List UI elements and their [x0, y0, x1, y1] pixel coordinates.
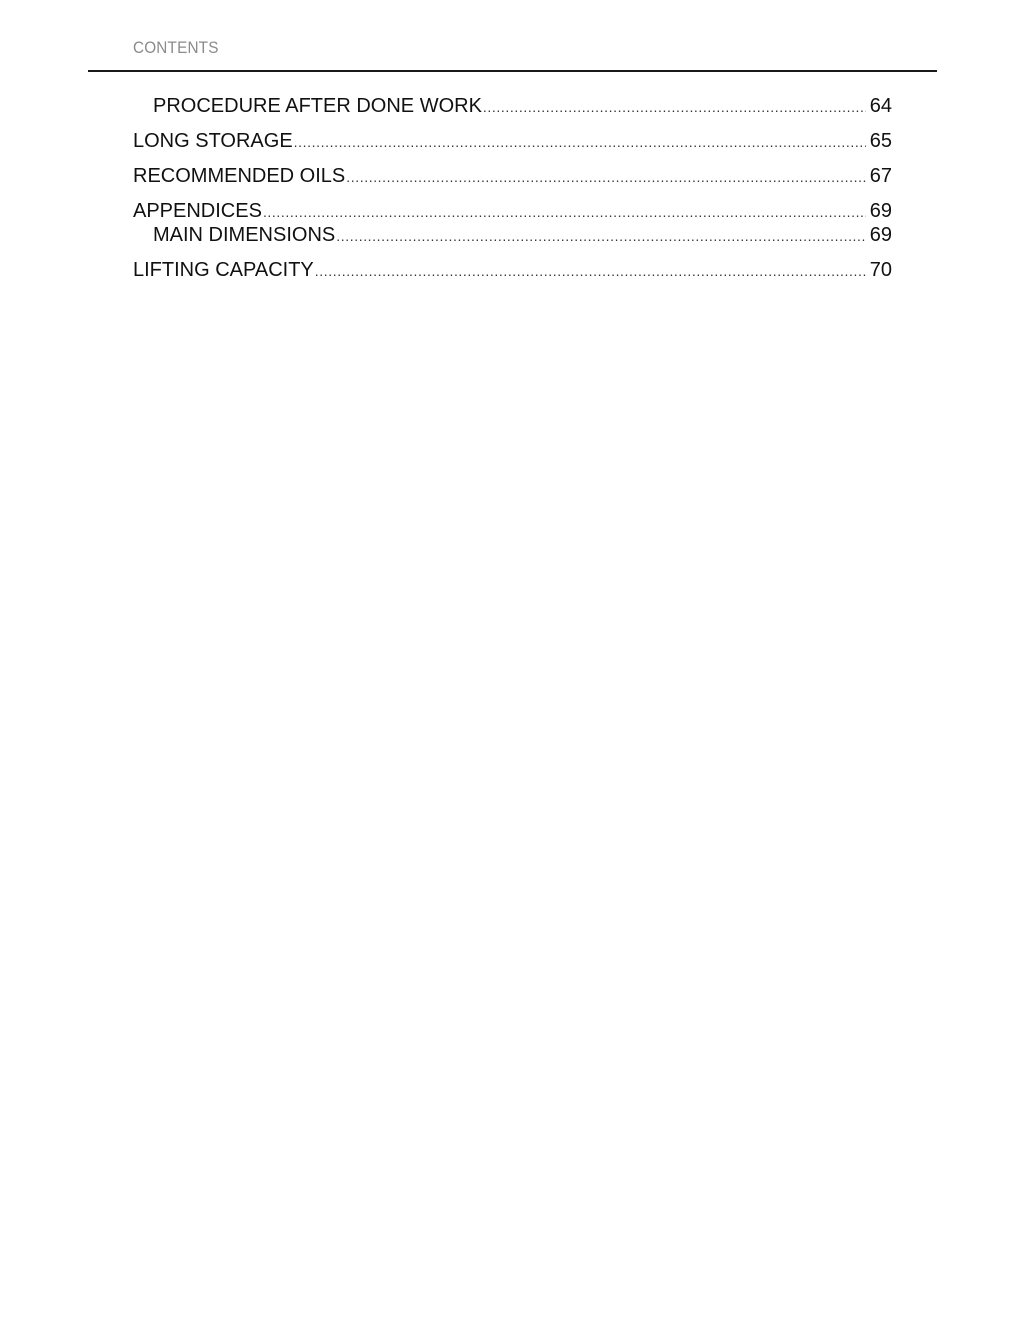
toc-entry-title: PROCEDURE AFTER DONE WORK: [153, 95, 482, 117]
toc-entry-page-number: 70: [869, 259, 892, 281]
toc-entry-procedure-after-done-work[interactable]: [133, 94, 892, 118]
header-divider: [88, 70, 937, 72]
toc-entry-page-number: 64: [869, 95, 892, 117]
toc-dot-leader: [346, 165, 866, 189]
toc-entry-page-number: 67: [869, 165, 892, 187]
toc-dot-leader: [294, 130, 866, 154]
toc-entry-appendices[interactable]: [133, 199, 892, 223]
toc-entry-title: APPENDICES: [133, 200, 262, 222]
toc-entry-long-storage[interactable]: [133, 129, 892, 153]
toc-entry-page-number: 65: [869, 130, 892, 152]
table-of-contents: [133, 94, 892, 282]
toc-entry-title: RECOMMENDED OILS: [133, 165, 346, 187]
toc-entry-title: MAIN DIMENSIONS: [153, 224, 336, 246]
toc-dot-leader: [483, 95, 866, 119]
running-header-title: CONTENTS: [133, 38, 219, 57]
toc-dot-leader: [315, 259, 866, 283]
toc-entry-main-dimensions[interactable]: [133, 223, 892, 247]
toc-entry-lifting-capacity[interactable]: [133, 258, 892, 282]
toc-entry-page-number: 69: [869, 200, 892, 222]
toc-dot-leader: [336, 224, 866, 248]
toc-entry-title: LIFTING CAPACITY: [133, 259, 314, 281]
toc-entry-title: LONG STORAGE: [133, 130, 293, 152]
toc-dot-leader: [263, 200, 866, 224]
toc-entry-recommended-oils[interactable]: [133, 164, 892, 188]
toc-entry-page-number: 69: [869, 224, 892, 246]
